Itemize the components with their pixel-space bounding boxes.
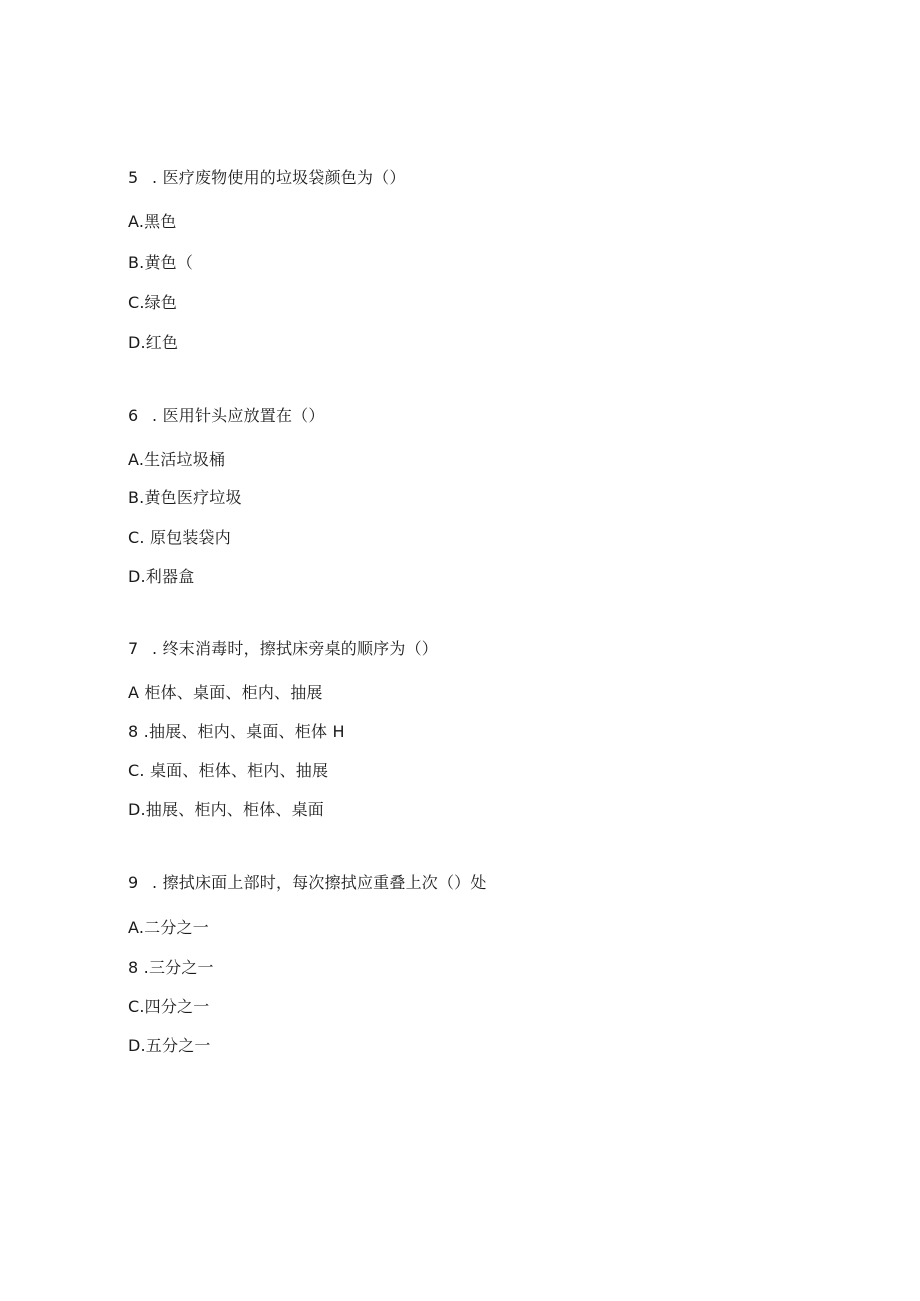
question-5-option-d: D.红色 bbox=[128, 333, 179, 352]
question-text: . 医疗废物使用的垃圾袋颜色为（） bbox=[152, 168, 406, 187]
question-5-option-b: B.黄色（ bbox=[128, 253, 194, 272]
question-6-stem bbox=[128, 406, 325, 426]
question-5-option-a: A.黑色 bbox=[128, 212, 177, 231]
question-9-stem bbox=[128, 873, 487, 893]
question-number: 7 bbox=[128, 639, 139, 658]
question-5-option-c: C.绿色 bbox=[128, 293, 178, 312]
question-9-option-b: 8 .三分之一 bbox=[128, 958, 214, 977]
question-5-stem bbox=[128, 168, 406, 188]
question-text: . 医用针头应放置在（） bbox=[152, 406, 325, 425]
question-text: . 终末消毒时，擦拭床旁桌的顺序为（） bbox=[152, 639, 438, 658]
question-9-option-d: D.五分之一 bbox=[128, 1036, 211, 1055]
question-number: 9 bbox=[128, 873, 139, 892]
question-text: . 擦拭床面上部时，每次擦拭应重叠上次（）处 bbox=[152, 873, 487, 892]
question-6-option-c: C. 原包装袋内 bbox=[128, 528, 231, 547]
question-7-option-b: 8 .抽展、柜内、桌面、柜体 H bbox=[128, 722, 345, 741]
question-7-option-a: A 柜体、桌面、柜内、抽展 bbox=[128, 683, 323, 702]
question-7-option-d: D.抽展、柜内、柜体、桌面 bbox=[128, 800, 325, 819]
question-9-option-c: C.四分之一 bbox=[128, 997, 210, 1016]
question-number: 6 bbox=[128, 406, 139, 425]
question-6-option-b: B.黄色医疗垃圾 bbox=[128, 488, 242, 507]
question-6-option-d: D.利器盒 bbox=[128, 567, 195, 586]
question-number: 5 bbox=[128, 168, 139, 187]
question-6-option-a: A.生活垃圾桶 bbox=[128, 450, 226, 469]
question-9-option-a: A.二分之一 bbox=[128, 918, 209, 937]
question-7-option-c: C. 桌面、柜体、柜内、抽展 bbox=[128, 761, 329, 780]
question-7-stem bbox=[128, 639, 438, 659]
